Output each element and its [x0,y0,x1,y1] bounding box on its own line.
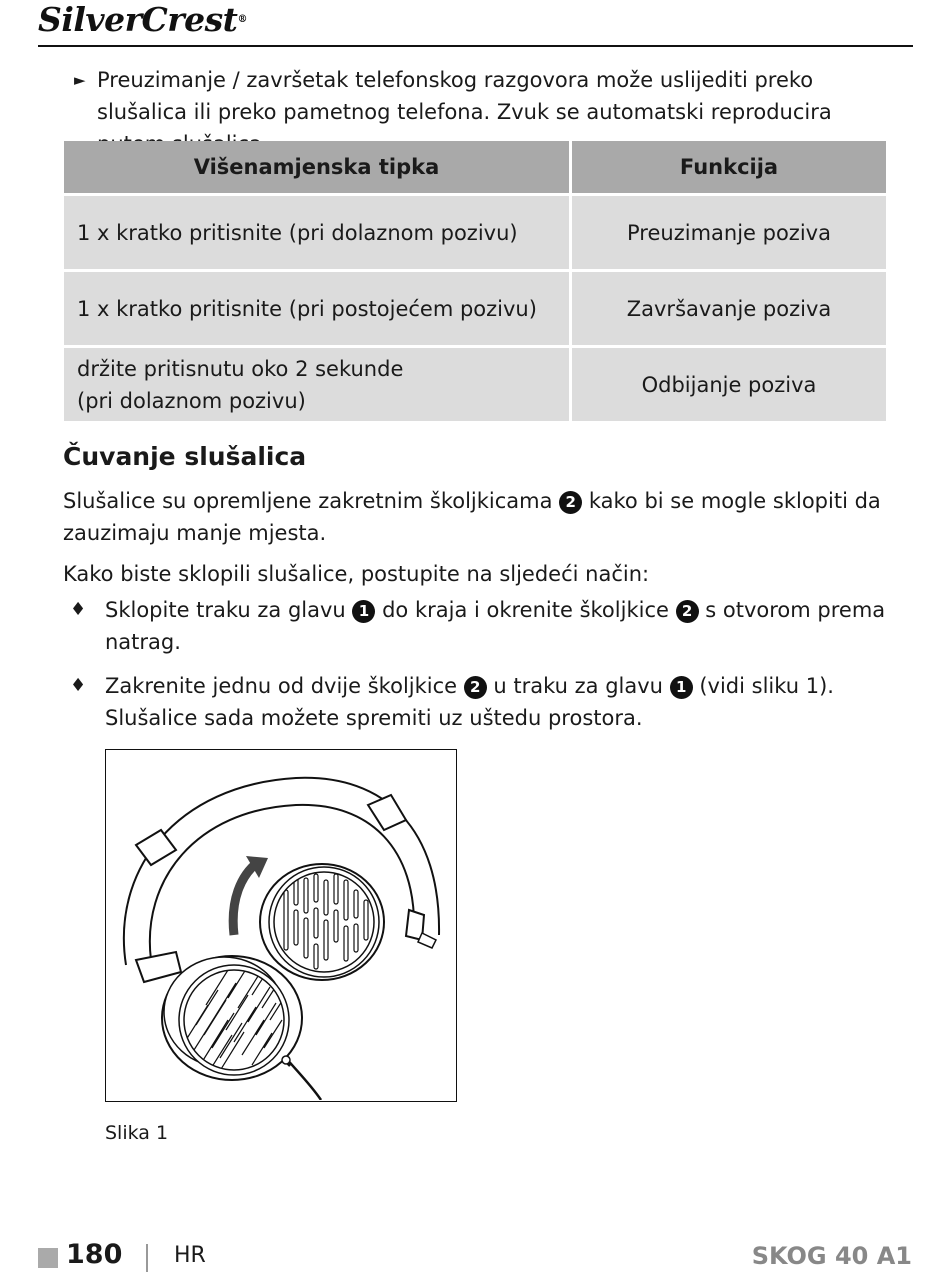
table-cell: Preuzimanje poziva [572,196,886,269]
paragraph: Kako biste sklopili slušalice, postupite na sljedeći način: [63,562,650,586]
list-item: ♦ Zakrenite jednu od dvije školjkice 2 u traku za glavu 1 (vidi sliku 1). Slušalice sada možete spremiti uz uštedu prostora. [70,670,890,734]
table-row [64,348,886,421]
diamond-bullet-icon: ♦ [70,599,87,620]
table-row [64,196,886,269]
brand-logo: SilverCrest® [38,0,247,39]
table-cell-line: držite pritisnutu oko 2 sekunde [77,357,404,381]
ref-number-icon: 1 [352,600,375,623]
footer-square [38,1248,58,1268]
ref-number-icon: 2 [676,600,699,623]
headphones-illustration-icon [106,750,455,1100]
paragraph: Slušalice su opremljene zakretnim školjkicama 2 kako bi se mogle sklopiti da zauzimaju manje mjesta. [63,489,881,545]
table-header: Višenamjenska tipka [64,141,569,193]
figure-caption: Slika 1 [105,1122,169,1144]
ref-number-icon: 2 [559,491,582,514]
language-code: HR [174,1243,206,1268]
ref-number-icon: 1 [670,676,693,699]
table-row [64,272,886,345]
table-header-row [64,141,886,193]
function-table [64,141,886,424]
table-cell: 1 x kratko pritisnite (pri postojećem pozivu) [64,272,569,345]
model-name: SKOG 40 A1 [751,1242,912,1270]
list-item: ♦ Sklopite traku za glavu 1 do kraja i okrenite školjkice 2 s otvorom prema natrag. [70,594,890,658]
table-cell: Završavanje poziva [572,272,886,345]
diamond-bullet-icon: ♦ [70,675,87,696]
table-header: Funkcija [572,141,886,193]
footer-separator [146,1244,148,1272]
header-rule [38,45,913,47]
arrow-marker-icon: ► [74,71,86,89]
table-cell: 1 x kratko pritisnite (pri dolaznom pozivu) [64,196,569,269]
ref-number-icon: 2 [464,676,487,699]
table-cell-line: (pri dolaznom pozivu) [77,389,306,413]
section-heading: Čuvanje slušalica [63,442,307,471]
table-cell [64,348,569,421]
page-number: 180 [66,1239,123,1270]
table-cell: Odbijanje poziva [572,348,886,421]
intro-text: Preuzimanje / završetak telefonskog razgovora može uslijediti preko slušalica ili preko pametnog telefona. Zvuk se automatski reproducira [97,68,832,124]
figure-frame [105,749,457,1102]
